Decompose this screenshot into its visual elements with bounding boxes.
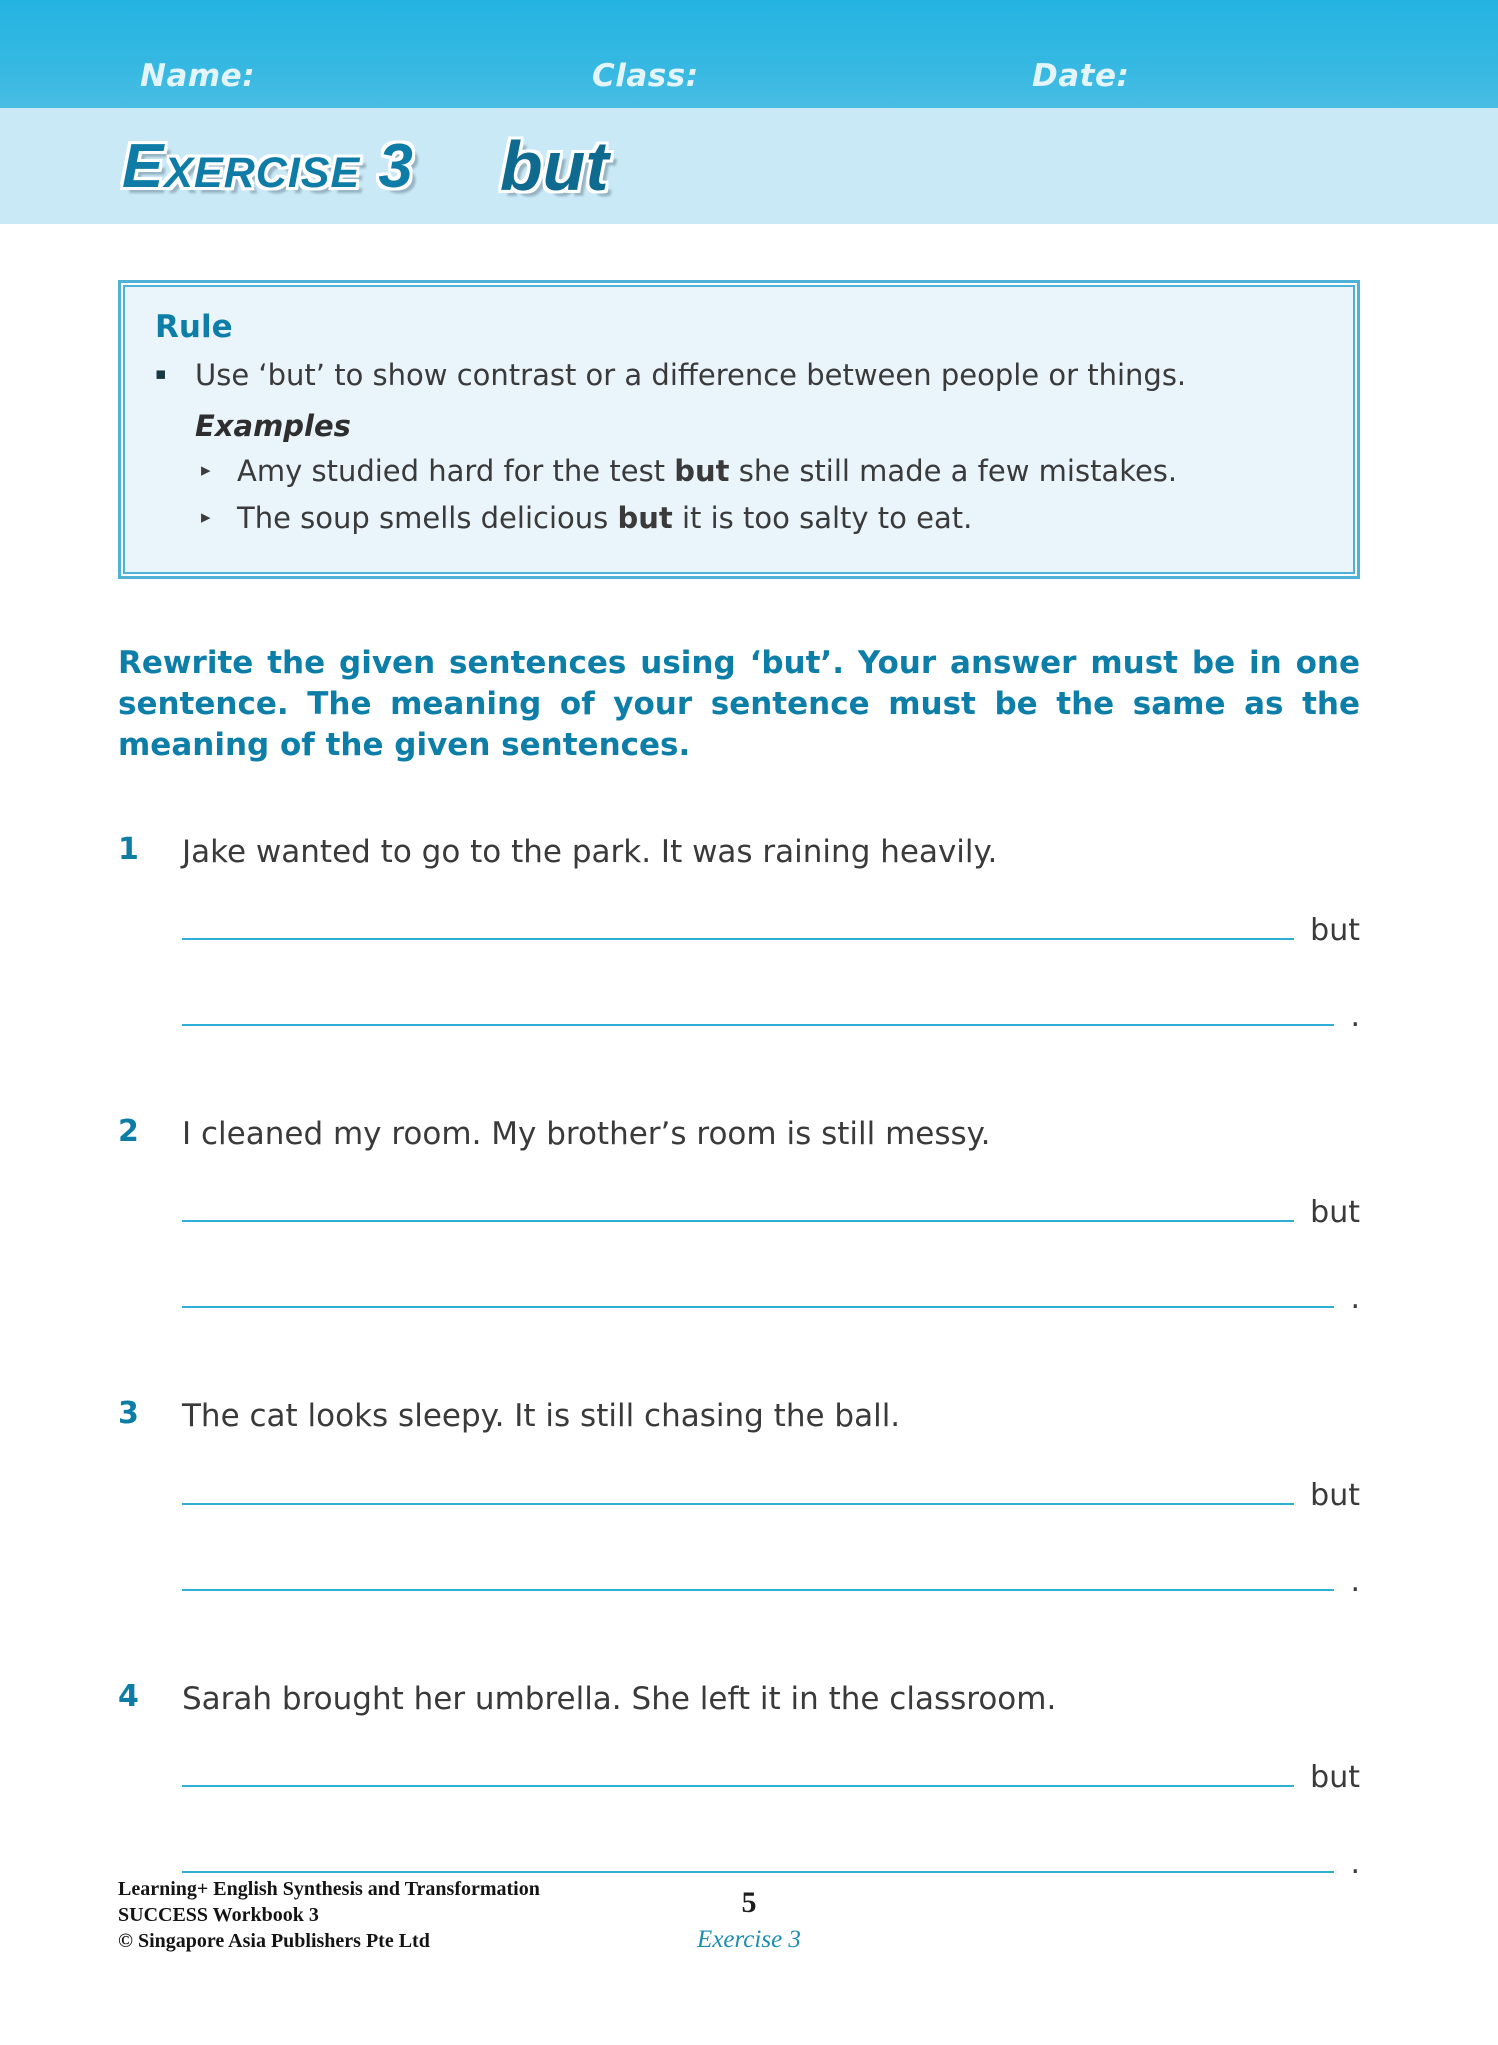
imprint-line-2: SUCCESS Workbook 3 — [118, 1904, 319, 1926]
line-suffix-but: but — [1310, 1477, 1360, 1513]
answer-block — [182, 1176, 1360, 1317]
answer-row — [182, 1459, 1360, 1513]
imprint-line-3: © Singapore Asia Publishers Pte Ltd — [118, 1930, 430, 1952]
exercise-reference: Exercise 3 — [697, 1926, 801, 1953]
answer-row — [182, 894, 1360, 949]
rule-item — [155, 357, 1323, 395]
rule-box — [118, 280, 1360, 579]
line-suffix-period: . — [1350, 1845, 1360, 1881]
answer-block — [182, 894, 1360, 1035]
square-bullet-icon: ▪ — [155, 364, 167, 384]
example-pre: Amy studied hard for the test — [237, 453, 675, 488]
examples-label: Examples — [195, 408, 351, 443]
line-suffix-but: but — [1310, 1759, 1360, 1795]
question-3 — [118, 1396, 1360, 1599]
line-suffix-but: but — [1310, 1195, 1360, 1231]
exercise-title: Exercise 3 — [122, 131, 414, 201]
example-keyword: but — [617, 501, 673, 536]
answer-row — [182, 1176, 1360, 1231]
date-label: Date: — [1032, 58, 1130, 94]
question-number: 2 — [118, 1114, 139, 1150]
footer-center — [0, 1886, 1498, 1954]
class-label: Class: — [592, 58, 699, 94]
answer-row — [182, 1827, 1360, 1881]
line-suffix-period: . — [1350, 1563, 1360, 1599]
question-head — [118, 832, 1360, 872]
question-number: 3 — [118, 1396, 139, 1432]
rule-text: Use ‘but’ to show contrast or a difference between people or things. — [195, 358, 1187, 392]
question-head — [118, 1679, 1360, 1719]
question-number: 1 — [118, 831, 139, 867]
question-2 — [118, 1114, 1360, 1317]
imprint-line-1: Learning+ English Synthesis and Transformation — [118, 1878, 540, 1900]
question-text: I cleaned my room. My brother’s room is still messy. — [182, 1116, 991, 1153]
line-suffix-period: . — [1350, 1281, 1360, 1317]
answer-block — [182, 1741, 1360, 1881]
answer-line-1[interactable] — [182, 1739, 1294, 1787]
question-text: The cat looks sleepy. It is still chasing the ball. — [182, 1398, 901, 1435]
line-suffix-but: but — [1310, 913, 1360, 949]
arrow-bullet-icon: ▸ — [201, 458, 211, 481]
answer-line-2[interactable] — [182, 1260, 1334, 1308]
example-item — [201, 453, 1323, 491]
question-number: 4 — [118, 1678, 139, 1714]
example-post: she still made a few mistakes. — [729, 453, 1178, 488]
example-text — [237, 500, 972, 538]
header-bar — [0, 0, 1498, 108]
example-item — [201, 500, 1323, 538]
answer-row — [182, 1262, 1360, 1317]
answer-row — [182, 1545, 1360, 1599]
question-1 — [118, 831, 1360, 1035]
question-4 — [118, 1678, 1360, 1881]
answer-line-1[interactable] — [182, 1174, 1294, 1222]
name-label: Name: — [140, 58, 256, 94]
answer-line-1[interactable] — [182, 892, 1294, 940]
exercise-title-band — [0, 108, 1498, 224]
line-suffix-period: . — [1350, 999, 1360, 1035]
arrow-bullet-icon: ▸ — [201, 506, 211, 529]
instructions: Rewrite the given sentences using ‘but’. Your answer must be in one sentence. The meaning of your sentence must be the same as the meaning of the given sentences. — [118, 645, 1360, 763]
example-text — [237, 453, 1177, 491]
answer-row — [182, 980, 1360, 1035]
answer-line-1[interactable] — [182, 1457, 1294, 1505]
answer-line-2[interactable] — [182, 1825, 1334, 1873]
rule-title: Rule — [155, 309, 233, 345]
question-head — [118, 1396, 1360, 1436]
question-text: Sarah brought her umbrella. She left it in the classroom. — [182, 1680, 1057, 1717]
answer-row — [182, 1741, 1360, 1795]
page-number: 5 — [741, 1886, 757, 1919]
example-pre: The soup smells delicious — [237, 501, 618, 536]
answer-line-2[interactable] — [182, 978, 1334, 1026]
example-keyword: but — [674, 453, 730, 488]
answer-block — [182, 1459, 1360, 1599]
example-post: it is too salty to eat. — [672, 501, 973, 536]
question-head — [118, 1114, 1360, 1154]
question-text: Jake wanted to go to the park. It was raining heavily. — [182, 833, 998, 870]
exercise-topic: but — [499, 127, 609, 205]
answer-line-2[interactable] — [182, 1543, 1334, 1591]
worksheet-content — [118, 280, 1360, 1881]
